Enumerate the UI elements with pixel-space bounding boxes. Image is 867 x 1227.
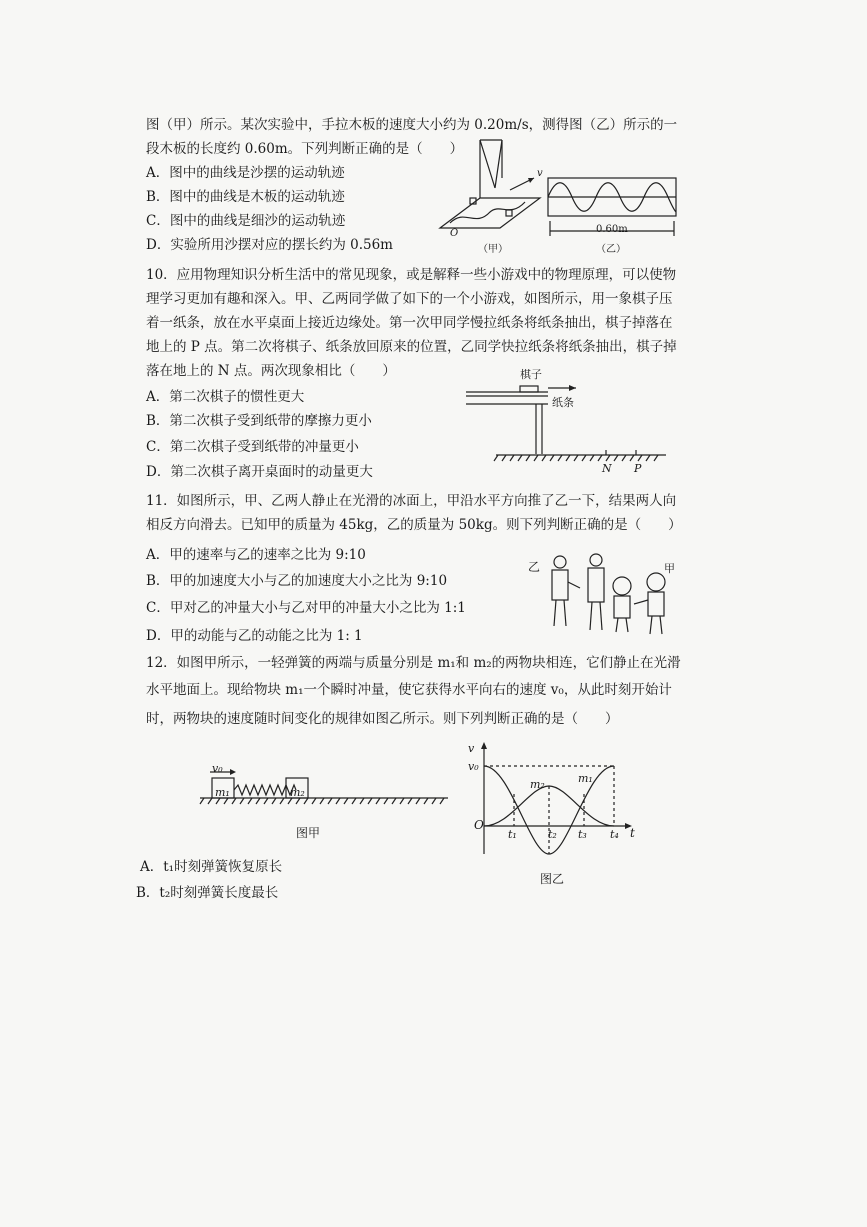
q11-option-a: A．甲的速率与乙的速率之比为 9:10 — [146, 547, 366, 563]
q10-line-5: 落在地上的 N 点。两次现象相比（ ） — [146, 363, 396, 379]
q9-option-c: C．图中的曲线是细沙的运动轨迹 — [146, 213, 346, 229]
q12-line-2: 水平地面上。现给物块 m₁一个瞬时冲量，使它获得水平向右的速度 v₀，从此时刻开始计 — [146, 682, 672, 698]
q12-graph-m1-label: m₁ — [578, 772, 593, 785]
q11-option-c: C．甲对乙的冲量大小与乙对甲的冲量大小之比为 1:1 — [146, 600, 466, 616]
q11-fig-yi-label: 乙 — [528, 560, 541, 574]
q9-fig-o-label: O — [450, 228, 459, 239]
q12-option-a: A．t₁时刻弹簧恢复原长 — [140, 859, 283, 875]
q12-graph-origin: O — [474, 818, 484, 832]
q10-fig-qizi-label: 棋子 — [520, 368, 542, 381]
q10-fig-p-label: P — [634, 462, 642, 475]
q9-fig-v-label: v — [537, 168, 543, 179]
q10-fig-zhitiao-label: 纸条 — [552, 396, 574, 409]
q10-fig-n-label: N — [602, 462, 612, 475]
q9-fig-jia-caption: （甲） — [478, 244, 508, 255]
q11-fig-jia-label: 甲 — [664, 562, 675, 575]
q12-figure-jia — [196, 760, 452, 806]
q12-fig-m1-label: m₁ — [215, 786, 230, 799]
q10-line-3: 着一纸条，放在水平桌面上接近边缘处。第一次甲同学慢拉纸条将纸条抽出，棋子掉落在 — [146, 315, 673, 331]
q9-option-d: D．实验所用沙摆对应的摆长约为 0.56m — [146, 237, 393, 253]
q12-graph-tick-t3: t₃ — [578, 828, 587, 841]
q12-figure-yi-graph — [470, 742, 640, 862]
q9-line-1: 图（甲）所示。某次实验中，手拉木板的速度大小约为 0.20m/s，测得图（乙）所示的一 — [146, 117, 678, 133]
q9-line-2: 段木板的长度约 0.60m。下列判断正确的是（ ） — [146, 141, 464, 157]
q10-option-b: B．第二次棋子受到纸带的摩擦力更小 — [146, 413, 372, 429]
q12-line-3: 时，两物块的速度随时间变化的规律如图乙所示。则下列判断正确的是（ ） — [146, 711, 619, 727]
q10-line-4: 地上的 P 点。第二次将棋子、纸条放回原来的位置，乙同学快拉纸条将纸条抽出，棋子掉 — [146, 339, 677, 355]
q10-option-a: A．第二次棋子的惯性更大 — [146, 389, 305, 405]
q11-option-b: B．甲的加速度大小与乙的加速度大小之比为 9:10 — [146, 573, 448, 589]
q12-line-1: 12．如图甲所示，一轻弹簧的两端与质量分别是 m₁和 m₂的两物块相连，它们静止在光滑 — [146, 655, 681, 671]
q11-figure-skaters — [540, 552, 680, 640]
q9-option-b: B．图中的曲线是木板的运动轨迹 — [146, 189, 345, 205]
q12-fig-yi-caption: 图乙 — [540, 872, 565, 886]
q12-graph-axis-t: t — [630, 826, 635, 840]
q10-line-2: 理学习更加有趣和深入。甲、乙两同学做了如下的一个小游戏，如图所示，用一象棋子压 — [146, 291, 673, 307]
q12-graph-axis-v: v — [468, 742, 475, 755]
q11-option-d: D．甲的动能与乙的动能之比为 1: 1 — [146, 628, 363, 644]
q10-figure-table — [466, 378, 666, 468]
q12-graph-v0: v₀ — [468, 760, 479, 773]
q10-option-c: C．第二次棋子受到纸带的冲量更小 — [146, 439, 359, 455]
q10-line-1: 10．应用物理知识分析生活中的常见现象，或是解释一些小游戏中的物理原理，可以使物 — [146, 267, 677, 283]
q9-fig-yi-length: 0.60m — [596, 224, 628, 235]
q9-fig-yi-caption: （乙） — [596, 244, 626, 255]
q12-fig-v0-label: v₀ — [212, 762, 223, 775]
q12-graph-tick-t1: t₁ — [508, 828, 517, 841]
q12-option-b: B．t₂时刻弹簧长度最长 — [136, 885, 279, 901]
q11-line-1: 11．如图所示，甲、乙两人静止在光滑的冰面上，甲沿水平方向推了乙一下，结果两人向 — [146, 493, 677, 509]
q11-line-2: 相反方向滑去。已知甲的质量为 45kg，乙的质量为 50kg。则下列判断正确的是（ ） — [146, 517, 682, 533]
q12-graph-tick-t4: t₄ — [610, 828, 619, 841]
q10-option-d: D．第二次棋子离开桌面时的动量更大 — [146, 464, 373, 480]
q12-fig-jia-caption: 图甲 — [296, 826, 321, 840]
q12-graph-tick-t2: t₂ — [548, 828, 557, 841]
q12-graph-m2-label: m₂ — [530, 778, 545, 791]
q9-option-a: A．图中的曲线是沙摆的运动轨迹 — [146, 165, 345, 181]
q12-fig-m2-label: m₂ — [290, 786, 305, 799]
